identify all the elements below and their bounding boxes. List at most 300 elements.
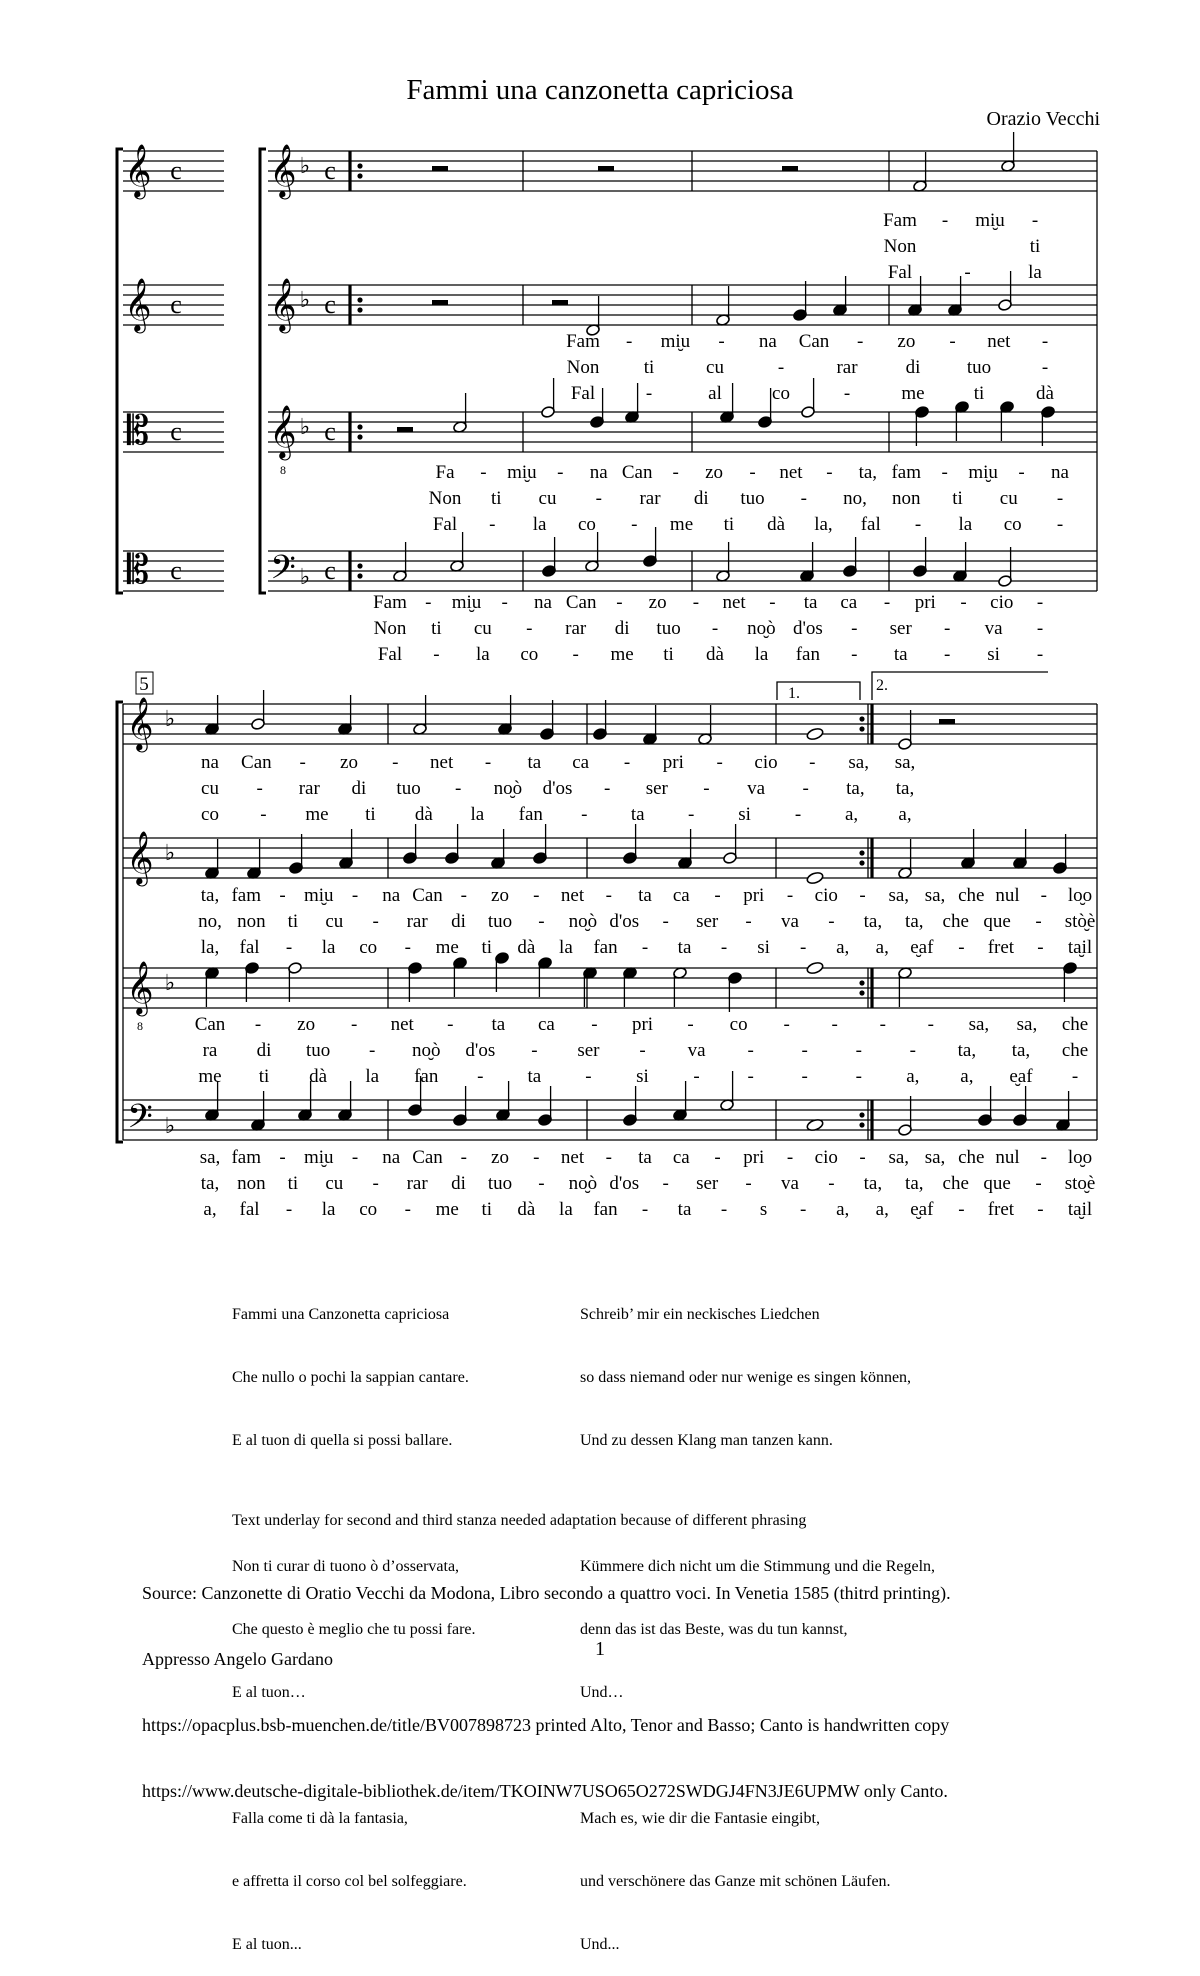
lyric-syllable: la <box>754 644 769 665</box>
hyphen: - <box>883 592 891 613</box>
lyric-syllable: lo̮o <box>1067 885 1093 906</box>
hyphen: - <box>914 514 922 535</box>
hyphen: - <box>404 1199 411 1220</box>
lyric-syllable: dà <box>1036 383 1054 404</box>
lyric-syllable: d'os <box>465 1040 496 1061</box>
hyphen: - <box>1040 885 1047 906</box>
lyric-syllable: a, <box>875 937 889 958</box>
lyric-syllable: mi̮u <box>975 210 1005 231</box>
hyphen: - <box>279 1147 286 1168</box>
lyric-syllable: a, <box>960 1066 974 1087</box>
lyric-syllable: mi̮u <box>303 1147 334 1168</box>
lyric-syllable: dà <box>517 1199 536 1220</box>
hyphen: - <box>591 1014 598 1035</box>
hyphen: - <box>714 885 721 906</box>
lyric-syllable: ti <box>287 911 299 932</box>
lyric-syllable: rar <box>406 1173 428 1194</box>
rest <box>552 300 568 305</box>
hyphen: - <box>645 383 653 404</box>
repeat-dot <box>357 173 362 178</box>
hyphen: - <box>641 1199 649 1220</box>
repeat-dot <box>859 990 864 995</box>
lyric-syllable: ta <box>803 592 818 613</box>
lyric-syllable: a, <box>836 1199 850 1220</box>
lyric-syllable: a, <box>836 937 850 958</box>
lyric-syllable: va <box>781 1173 799 1194</box>
lyric-syllable: lo̮o <box>1067 1147 1093 1168</box>
lyric-syllable: di <box>256 1040 272 1061</box>
repeat-dot <box>357 573 362 578</box>
lyric-syllable: ca <box>672 885 690 906</box>
lyric-syllable: va <box>781 911 799 932</box>
poem-line: Und... <box>580 1936 620 1953</box>
clef-icon: 𝄡 <box>126 408 150 453</box>
lyric-syllable: Can <box>621 462 653 483</box>
repeat-dot <box>859 980 864 985</box>
lyric-syllable: non <box>237 911 266 932</box>
hyphen: - <box>460 885 467 906</box>
lyric-syllable: mi̮u <box>968 462 998 483</box>
hyphen: - <box>626 331 633 352</box>
lyric-syllable: fal <box>239 1199 260 1220</box>
lyric-syllable: a, <box>875 1199 889 1220</box>
lyric-syllable: me <box>305 804 329 825</box>
lyric-syllable: ta <box>491 1014 506 1035</box>
clef-icon: 𝄞 <box>269 279 297 330</box>
lyric-syllable: Fal <box>570 383 596 404</box>
lyric-syllable: pri <box>914 592 936 613</box>
lyric-syllable: di <box>905 357 921 378</box>
octave-mark: 8 <box>280 463 286 477</box>
lyric-syllable: d'os <box>542 778 573 799</box>
rest <box>782 166 798 171</box>
hyphen: - <box>714 1147 721 1168</box>
lyric-syllable: Non <box>428 488 462 509</box>
lyric-syllable: tuo <box>396 778 421 799</box>
lyric-syllable: ta̮il <box>1067 937 1093 958</box>
hyphen: - <box>943 644 951 665</box>
lyric-syllable: pri <box>662 752 684 773</box>
hyphen: - <box>941 462 948 483</box>
hyphen: - <box>631 514 638 535</box>
source-link[interactable]: https://opacplus.bsb-muenchen.de/title/BV007898723 printed Alto, Tenor and Basso; Canto is handwritten copy <box>142 1715 950 1735</box>
key-flat: ♭ <box>164 706 176 731</box>
lyric-syllable: zo <box>897 331 916 352</box>
lyric-syllable: tuo <box>487 911 513 932</box>
lyric-syllable: ti <box>1029 236 1041 257</box>
volta-label: 1. <box>788 685 800 702</box>
time-signature: c <box>170 290 182 319</box>
lyric-syllable: fan <box>518 804 543 825</box>
lyric-syllable: ta, <box>863 1173 883 1194</box>
lyric-syllable: cu <box>999 488 1018 509</box>
lyric-syllable: e̮af <box>910 937 934 958</box>
lyric-syllable: che <box>958 1147 985 1168</box>
hyphen: - <box>1031 210 1039 231</box>
key-flat: ♭ <box>164 840 176 865</box>
lyric-syllable: ser <box>645 778 668 799</box>
hyphen: - <box>447 1014 454 1035</box>
hyphen: - <box>538 1173 545 1194</box>
hyphen: - <box>745 1173 752 1194</box>
hyphen: - <box>605 1147 612 1168</box>
lyric-syllable: no, <box>843 488 867 509</box>
lyric-syllable: zo <box>340 752 358 773</box>
lyric-syllable: no, <box>198 911 222 932</box>
hyphen: - <box>1035 1173 1042 1194</box>
lyric-syllable: fal <box>239 937 260 958</box>
lyric-syllable: ti <box>952 488 963 509</box>
hyphen: - <box>585 1066 592 1087</box>
clef-icon: 𝄞 <box>124 145 152 196</box>
lyric-syllable: dà <box>767 514 786 535</box>
hyphen: - <box>489 514 496 535</box>
lyric-syllable: ta, <box>1011 1040 1031 1061</box>
key-flat: ♭ <box>299 414 311 439</box>
lyric-syllable: ta̮il <box>1067 1199 1093 1220</box>
hyphen: - <box>859 1147 866 1168</box>
hyphen: - <box>859 885 866 906</box>
lyric-syllable: fam <box>231 885 262 906</box>
repeat-dot <box>859 716 864 721</box>
lyric-syllable: net <box>560 885 585 906</box>
hyphen: - <box>1018 462 1025 483</box>
source-citation <box>142 1538 1102 1824</box>
lyric-syllable: fan <box>593 1199 618 1220</box>
hyphen: - <box>783 1014 790 1035</box>
lyric-syllable: la <box>958 514 973 535</box>
poem-line: Che nullo o pochi la sappian cantare. <box>232 1369 469 1386</box>
lyric-syllable: fan <box>414 1066 439 1087</box>
lyric-syllable: va <box>984 618 1003 639</box>
lyric-syllable: al <box>708 383 722 404</box>
hyphen: - <box>777 357 785 378</box>
lyric-syllable: la <box>532 514 547 535</box>
lyric-syllable: ti <box>973 383 985 404</box>
poem-line: so dass niemand oder nur wenige es singen können, <box>580 1369 912 1386</box>
lyric-syllable: ser <box>696 911 719 932</box>
lyric-syllable: co <box>772 383 790 404</box>
hyphen: - <box>1035 911 1042 932</box>
lyric-syllable: ta <box>677 937 692 958</box>
volta-label: 2. <box>876 677 888 694</box>
repeat-dot <box>357 424 362 429</box>
hyphen: - <box>484 752 492 773</box>
hyphen: - <box>538 911 545 932</box>
lyric-syllable: ta, <box>200 1173 220 1194</box>
hyphen: - <box>531 1040 538 1061</box>
hyphen: - <box>851 618 858 639</box>
lyric-syllable: fret <box>987 1199 1015 1220</box>
lyric-syllable: net <box>390 1014 414 1035</box>
lyric-syllable: ti <box>431 618 442 639</box>
poem-line: Schreib’ mir ein neckisches Liedchen <box>580 1306 820 1323</box>
lyric-syllable: tuo <box>966 357 992 378</box>
lyric-syllable: a, <box>844 804 859 825</box>
source-line: Appresso Angelo Gardano <box>142 1649 333 1669</box>
poem-line: denn das ist das Beste, was du tun kannst, <box>580 1621 848 1638</box>
hyphen: - <box>826 462 833 483</box>
hyphen: - <box>801 1040 808 1061</box>
lyric-syllable: no̮ò <box>747 618 776 639</box>
lyric-syllable: nul <box>995 1147 1020 1168</box>
lyric-syllable: si <box>757 937 770 958</box>
hyphen: - <box>747 1040 754 1061</box>
hyphen: - <box>857 331 864 352</box>
composer-name: Orazio Vecchi <box>986 108 1100 130</box>
lyric-syllable: ser <box>889 618 912 639</box>
lyric-syllable: na <box>1051 462 1069 483</box>
repeat-dot <box>357 434 362 439</box>
lyric-syllable: nul <box>995 885 1020 906</box>
hyphen: - <box>616 592 623 613</box>
poem-line: e affretta il corso col bel solfeggiare. <box>232 1873 467 1890</box>
lyric-syllable: di <box>351 778 367 799</box>
lyric-syllable: la <box>365 1066 380 1087</box>
lyric-syllable: che <box>942 1173 969 1194</box>
lyric-syllable: che <box>958 885 985 906</box>
hyphen: - <box>693 1066 700 1087</box>
lyric-syllable: pri <box>631 1014 654 1035</box>
hyphen: - <box>909 1040 916 1061</box>
hyphen: - <box>958 1199 965 1220</box>
time-signature: c <box>170 417 182 446</box>
hyphen: - <box>1041 357 1049 378</box>
hyphen: - <box>533 885 540 906</box>
rest <box>432 300 448 305</box>
rest <box>397 427 413 432</box>
repeat-dot <box>357 307 362 312</box>
hyphen: - <box>687 804 695 825</box>
clef-icon: 𝄞 <box>269 406 297 457</box>
hyphen: - <box>1036 644 1044 665</box>
lyric-syllable: ti <box>365 804 376 825</box>
hyphen: - <box>809 752 816 773</box>
hyphen: - <box>716 752 723 773</box>
lyric-syllable: Non <box>883 236 917 257</box>
lyric-syllable: Can <box>241 752 272 773</box>
lyric-syllable: stò̮è <box>1064 911 1096 932</box>
lyric-syllable: non <box>892 488 921 509</box>
lyric-syllable: ta <box>638 885 652 906</box>
lyric-syllable: cio <box>754 752 778 773</box>
hyphen: - <box>747 1066 754 1087</box>
poem-line: Mach es, wie dir die Fantasie eingibt, <box>580 1810 820 1827</box>
lyric-syllable: cu <box>325 911 344 932</box>
lyric-syllable: mi̮u <box>660 331 691 352</box>
lyric-syllable: cu <box>201 778 219 799</box>
lyric-syllable: Fam <box>566 331 600 352</box>
lyric-syllable: che <box>1061 1014 1089 1035</box>
lyric-syllable: va <box>687 1040 706 1061</box>
poem-line: E al tuon di quella si possi ballare. <box>232 1432 453 1449</box>
hyphen: - <box>879 1014 886 1035</box>
lyric-syllable: cu <box>538 488 557 509</box>
lyric-syllable: rar <box>836 357 858 378</box>
lyric-syllable: ti <box>287 1173 299 1194</box>
lyric-syllable: ca <box>572 752 590 773</box>
lyric-syllable: net <box>722 592 746 613</box>
hyphen: - <box>460 1147 467 1168</box>
lyric-syllable: Fal <box>887 262 913 283</box>
hyphen: - <box>639 1040 646 1061</box>
hyphen: - <box>595 488 602 509</box>
hyphen: - <box>369 1040 376 1061</box>
lyric-syllable: zo <box>705 462 724 483</box>
lyric-syllable: ser <box>577 1040 600 1061</box>
lyric-syllable: la <box>1028 262 1042 283</box>
hyphen: - <box>372 911 379 932</box>
hyphen: - <box>749 462 756 483</box>
lyric-syllable: no̮ò <box>412 1040 441 1061</box>
lyric-syllable: ta, <box>200 885 220 906</box>
hyphen: - <box>703 778 710 799</box>
time-signature: c <box>324 556 336 585</box>
lyric-syllable: me <box>669 514 694 535</box>
poem-line: und verschönere das Ganze mit schönen Läufen. <box>580 1873 891 1890</box>
hyphen: - <box>392 752 399 773</box>
lyric-syllable: co <box>359 937 378 958</box>
lyric-syllable: me <box>901 383 925 404</box>
hyphen: - <box>1071 1066 1079 1087</box>
lyric-syllable: sto̮è <box>1064 1173 1096 1194</box>
lyric-syllable: na <box>382 1147 401 1168</box>
hyphen: - <box>1036 592 1044 613</box>
lyric-syllable: ti <box>490 488 502 509</box>
lyric-syllable: net <box>779 462 803 483</box>
lyric-syllable: cio <box>814 1147 838 1168</box>
lyric-syllable: dà <box>309 1066 328 1087</box>
lyric-syllable: tuo <box>740 488 765 509</box>
lyric-syllable: che <box>1061 1040 1089 1061</box>
octave-mark: 8 <box>137 1019 143 1033</box>
lyric-syllable: sa, <box>888 1147 910 1168</box>
lyric-syllable: me <box>198 1066 222 1087</box>
lyric-syllable: co <box>1003 514 1022 535</box>
time-signature: c <box>170 556 182 585</box>
hyphen: - <box>828 911 835 932</box>
lyric-syllable: cu <box>706 357 724 378</box>
lyric-syllable: non <box>237 1173 266 1194</box>
hyphen: - <box>800 1199 807 1220</box>
lyric-syllable: la, <box>814 514 833 535</box>
hyphen: - <box>692 592 700 613</box>
page-title: Fammi una canzonetta capriciosa <box>406 74 794 106</box>
source-line: Source: Canzonette di Oratio Vecchi da Modona, Libro secondo a quattro voci. In Venetia 1585 (thitrd printing). <box>142 1583 951 1603</box>
lyric-syllable: ti <box>258 1066 270 1087</box>
hyphen: - <box>855 1066 862 1087</box>
key-flat: ♭ <box>299 564 311 589</box>
lyric-syllable: d'os <box>609 1173 640 1194</box>
lyric-syllable: ta <box>527 1066 542 1087</box>
lyric-syllable: Fal <box>377 644 403 665</box>
lyric-syllable: fam <box>891 462 922 483</box>
lyric-syllable: la <box>321 937 336 958</box>
hyphen: - <box>672 462 679 483</box>
lyric-syllable: ta <box>527 752 542 773</box>
lyric-syllable: va <box>747 778 766 799</box>
hyphen: - <box>581 804 588 825</box>
underlay-note: Text underlay for second and third stanza needed adaptation because of different phrasing <box>232 1512 807 1529</box>
source-link[interactable]: https://www.deutsche-digitale-bibliothek.de/item/TKOINW7USO65O272SWDGJ4FN3JE6UPMW only Canto. <box>142 1781 948 1801</box>
lyric-syllable: Can <box>412 1147 443 1168</box>
poem-line: Und… <box>580 1684 624 1701</box>
poem-line: E al tuon… <box>232 1684 306 1701</box>
lyric-syllable: sa, <box>848 752 869 773</box>
lyric-syllable: fan <box>795 644 820 665</box>
lyric-syllable: che <box>942 911 969 932</box>
lyric-syllable: no̮ò <box>493 778 523 799</box>
lyric-syllable: na <box>758 331 777 352</box>
clef-icon: 𝄡 <box>126 547 150 592</box>
poem-line: Che questo è meglio che tu possi fare. <box>232 1621 476 1638</box>
lyric-syllable: no̮ò <box>568 1173 598 1194</box>
hyphen: - <box>964 262 971 283</box>
hyphen: - <box>711 618 719 639</box>
lyric-syllable: ser <box>696 1173 719 1194</box>
lyric-syllable: fal <box>860 514 881 535</box>
lyric-syllable: fan <box>593 937 618 958</box>
hyphen: - <box>372 1173 379 1194</box>
lyric-syllable: ta, <box>895 778 915 799</box>
lyric-syllable: Fam <box>373 592 407 613</box>
lyric-syllable: Can <box>194 1014 226 1035</box>
poem-line <box>232 1493 476 1514</box>
lyric-syllable: d'os <box>609 911 640 932</box>
hyphen: - <box>623 752 631 773</box>
hyphen: - <box>433 644 440 665</box>
repeat-dot <box>859 850 864 855</box>
hyphen: - <box>526 618 533 639</box>
lyric-syllable: ti <box>481 937 493 958</box>
hyphen: - <box>949 331 956 352</box>
note-head <box>806 727 824 741</box>
clef-icon: 𝄞 <box>126 832 154 883</box>
lyric-syllable: Fal <box>432 514 458 535</box>
lyric-syllable: co <box>577 514 596 535</box>
hyphen: - <box>1037 1199 1044 1220</box>
hyphen: - <box>662 1173 669 1194</box>
repeat-dot <box>859 1112 864 1117</box>
lyric-syllable: co <box>520 644 539 665</box>
hyphen: - <box>1036 618 1044 639</box>
lyric-syllable: Fam <box>883 210 917 231</box>
hyphen: - <box>641 937 649 958</box>
lyric-syllable: net <box>987 331 1011 352</box>
hyphen: - <box>718 331 725 352</box>
lyric-syllable: tuo <box>305 1040 331 1061</box>
hyphen: - <box>927 1014 934 1035</box>
hyphen: - <box>687 1014 694 1035</box>
lyric-syllable: ta, <box>957 1040 977 1061</box>
hyphen: - <box>425 592 432 613</box>
clef-icon: 𝄞 <box>269 145 297 196</box>
time-signature: c <box>324 156 336 185</box>
lyric-syllable: sa, <box>924 885 946 906</box>
hyphen: - <box>720 937 728 958</box>
lyric-syllable: Non <box>373 618 407 639</box>
lyric-syllable: e̮af <box>910 1199 934 1220</box>
lyric-syllable: cu <box>325 1173 344 1194</box>
lyric-syllable: ta, <box>905 1173 924 1194</box>
hyphen: - <box>254 1014 262 1035</box>
hyphen: - <box>843 383 851 404</box>
hyphen: - <box>800 488 807 509</box>
lyric-syllable: rar <box>565 618 587 639</box>
lyric-syllable: si <box>636 1066 649 1087</box>
lyric-syllable: di <box>451 911 466 932</box>
lyric-syllable: na <box>201 752 219 773</box>
